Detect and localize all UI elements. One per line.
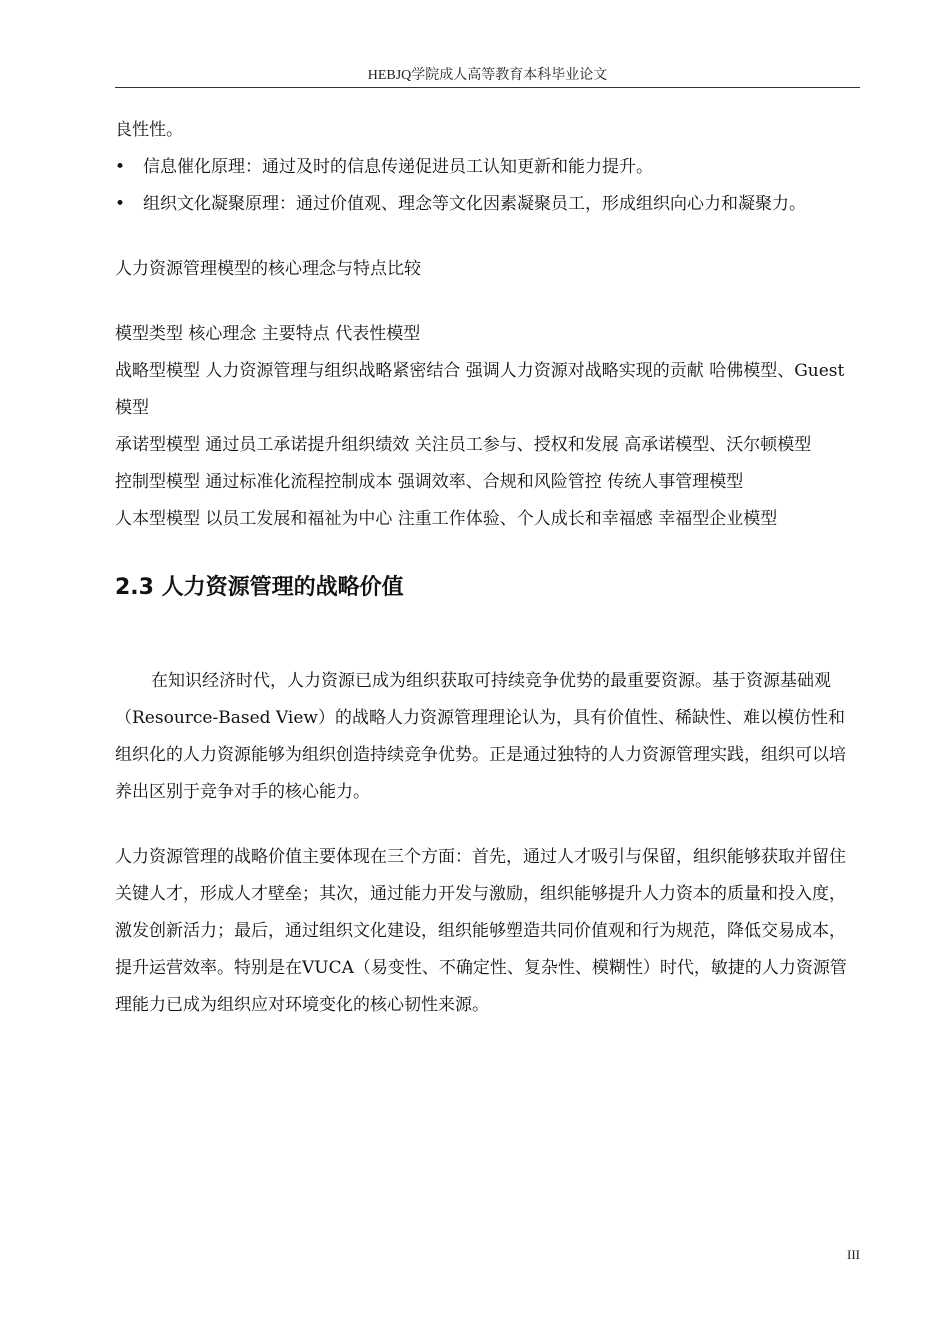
spacer: [115, 538, 860, 568]
page-body: [115, 112, 860, 1024]
table-caption: 人力资源管理模型的核心理念与特点比较: [115, 259, 421, 279]
bullet-text: 信息催化原理：通过及时的信息传递促进员工认知更新和能力提升。: [143, 157, 653, 177]
body-paragraph: 人力资源管理的战略价值主要体现在三个方面：首先，通过人才吸引与保留，组织能够获取并留住关键人才，形成人才壁垒；其次，通过能力开发与激励，组织能够提升人力资本的质量和投入度，激发创新活力；最后，通过组织文化建设，组织能够塑造共同价值观和行为规范，降低交易成本，提升运营效率。特别是在VUCA（易变性、不确定性、复杂性、模糊性）时代，敏捷的人力资源管理能力已成为组织应对环境变化的核心韧性来源。: [115, 847, 847, 1016]
table-row: 模型类型 核心理念 主要特点 代表性模型: [115, 324, 421, 344]
continued-text: 良性性。: [115, 120, 183, 140]
bullet-marker: •: [115, 157, 126, 177]
bullet-text: 组织文化凝聚原理：通过价值观、理念等文化因素凝聚员工，形成组织向心力和凝聚力。: [143, 194, 806, 214]
bullet-marker: •: [115, 194, 126, 214]
table-row: 控制型模型 通过标准化流程控制成本 强调效率、合规和风险管控 传统人事管理模型: [115, 472, 744, 492]
header-divider: [115, 87, 860, 88]
page-number: III: [847, 1247, 860, 1262]
bullet-item: [115, 149, 860, 186]
page-header: HEBJQ学院成人高等教育本科毕业论文: [367, 68, 608, 83]
spacer: [115, 811, 860, 839]
bullet-item: [115, 186, 860, 223]
body-paragraph: 在知识经济时代，人力资源已成为组织获取可持续竞争优势的最重要资源。基于资源基础观（Resource-Based View）的战略人力资源管理理论认为，具有价值性、稀缺性、难以模仿性和组织化的人力资源能够为组织创造持续竞争优势。正是通过独特的人力资源管理实践，组织可以培养出区别于竞争对手的核心能力。: [115, 671, 846, 803]
table-row: 人本型模型 以员工发展和福祉为中心 注重工作体验、个人成长和幸福感 幸福型企业模型: [115, 509, 778, 529]
spacer: [115, 626, 860, 663]
table-row: 战略型模型 人力资源管理与组织战略紧密结合 强调人力资源对战略实现的贡献 哈佛模型、Guest 模型: [115, 361, 845, 418]
table-row: 承诺型模型 通过员工承诺提升组织绩效 关注员工参与、授权和发展 高承诺模型、沃尔顿模型: [115, 435, 812, 455]
section-heading: 2.3 人力资源管理的战略价值: [115, 575, 404, 600]
spacer: [115, 223, 860, 251]
spacer: [115, 288, 860, 316]
